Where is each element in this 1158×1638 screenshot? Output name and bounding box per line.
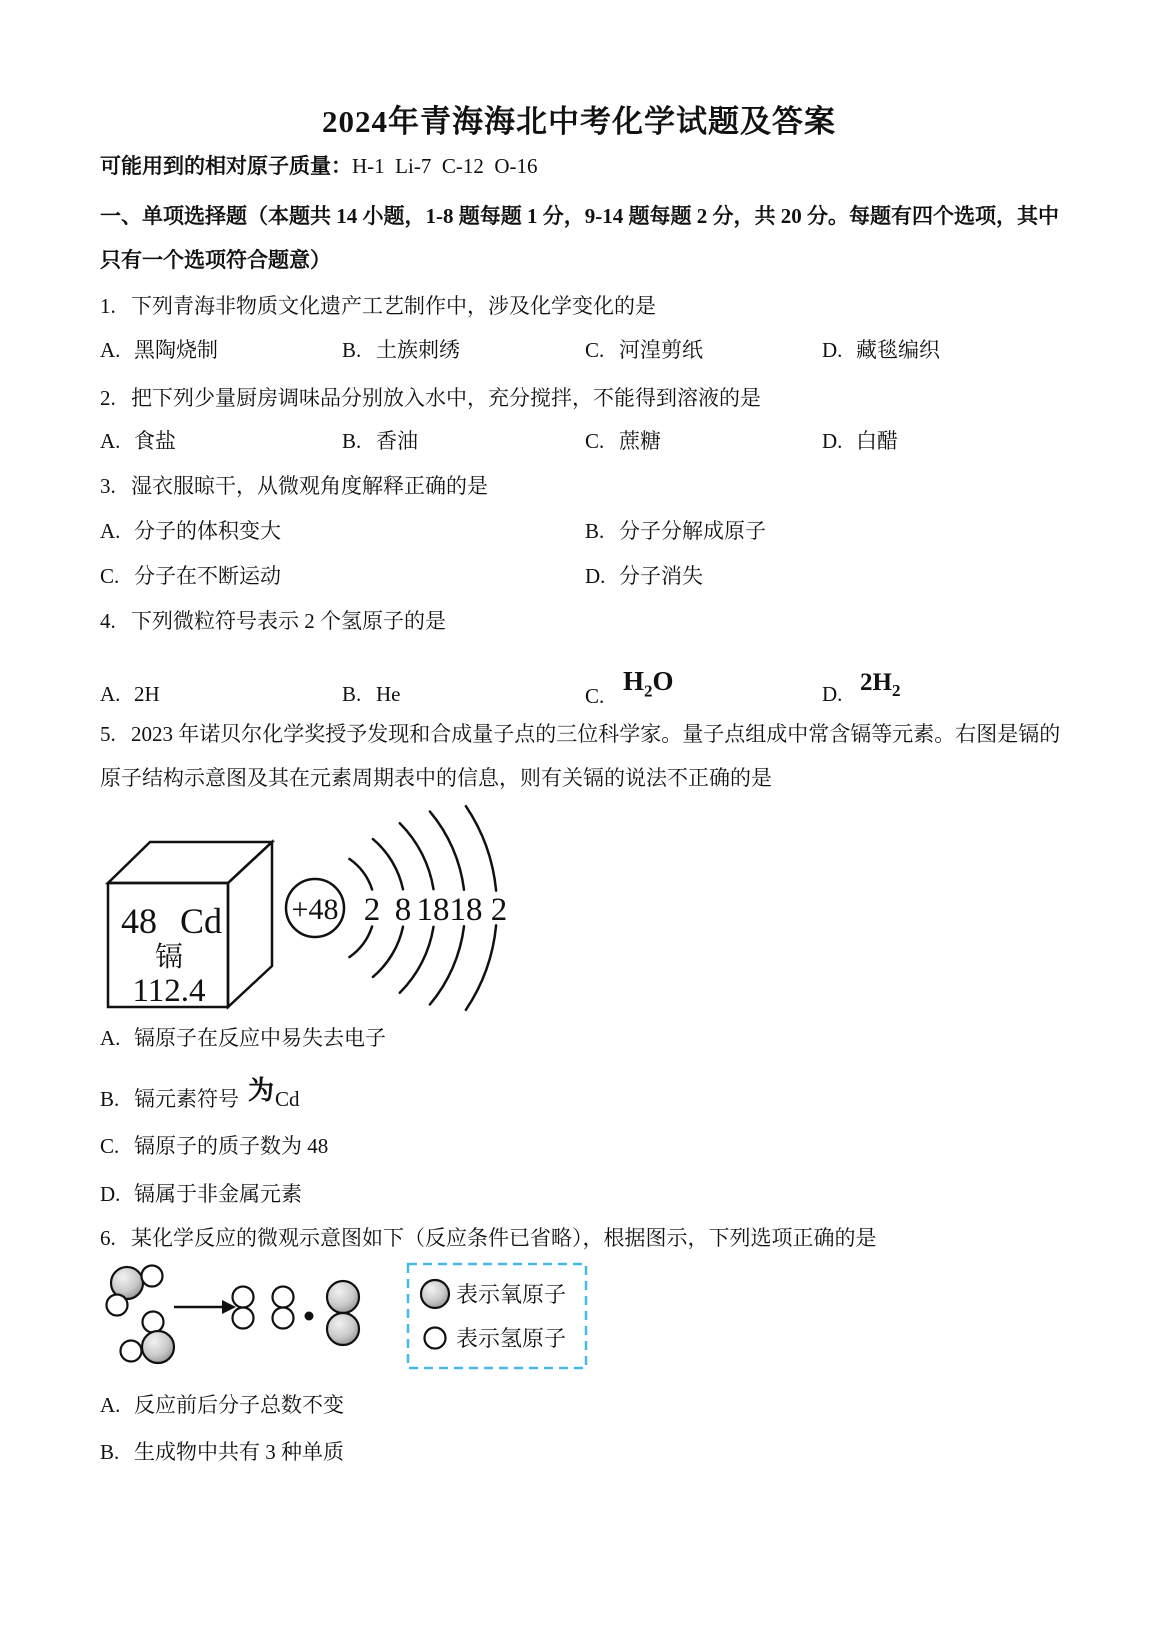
question-number: 4. bbox=[100, 609, 116, 633]
reaction-micro-diagram bbox=[90, 1256, 600, 1380]
option-label: C. bbox=[100, 1134, 120, 1158]
question-5-line1 bbox=[100, 720, 1060, 748]
question-2-options bbox=[100, 427, 1100, 455]
option-label: D. bbox=[822, 338, 843, 362]
hydrogen-atom-circle bbox=[273, 1308, 294, 1329]
option-label: B. bbox=[100, 1440, 120, 1464]
option-label: D. bbox=[100, 1182, 121, 1206]
question-4 bbox=[100, 607, 446, 635]
option-text: 镉原子的质子数为 48 bbox=[134, 1134, 329, 1158]
question-number: 1. bbox=[100, 294, 116, 318]
question-1-options bbox=[100, 336, 1100, 364]
shell-electron-count-3: 18 bbox=[416, 892, 450, 928]
option-label: B. bbox=[100, 1087, 120, 1111]
page-title: 2024年青海海北中考化学试题及答案 bbox=[322, 104, 836, 139]
option-text: 河湟剪纸 bbox=[619, 338, 703, 362]
option-text: 分子的体积变大 bbox=[134, 519, 281, 543]
formula-h2o bbox=[623, 666, 674, 701]
formula-base: 2H bbox=[860, 669, 892, 696]
shell-electron-count-4: 18 bbox=[449, 892, 483, 928]
option-a bbox=[100, 336, 218, 364]
legend-hydrogen-circle bbox=[425, 1328, 446, 1349]
option-label: A. bbox=[100, 519, 121, 543]
formula-subscript: 2 bbox=[891, 681, 901, 700]
option-label: C. bbox=[100, 564, 120, 588]
option-a bbox=[100, 517, 281, 545]
option-b bbox=[100, 1076, 300, 1113]
option-text: 镉原子在反应中易失去电子 bbox=[134, 1026, 386, 1050]
option-text: He bbox=[376, 682, 401, 706]
question-number: 5. bbox=[100, 722, 116, 746]
hydrogen-atom-circle bbox=[121, 1341, 142, 1362]
question-text: 2023 年诺贝尔化学奖授予发现和合成量子点的三位科学家。量子点组成中常含镉等元素。右图是镉的 bbox=[131, 722, 1061, 746]
dot-separator bbox=[305, 1312, 314, 1321]
formula-2h2 bbox=[860, 669, 901, 700]
option-text: 2H bbox=[134, 682, 160, 706]
option-text: 分子在不断运动 bbox=[134, 564, 281, 588]
hydrogen-atom-circle bbox=[142, 1266, 163, 1287]
option-d bbox=[822, 427, 898, 455]
option-label: A. bbox=[100, 1026, 121, 1050]
option-label: B. bbox=[342, 338, 362, 362]
element-name: 镉 bbox=[154, 942, 184, 973]
option-text: 藏毯编织 bbox=[856, 338, 940, 362]
option-label: C. bbox=[585, 429, 605, 453]
option-label: D. bbox=[822, 682, 843, 706]
question-4-options bbox=[100, 666, 1100, 708]
option-b bbox=[342, 336, 460, 364]
option-text: 反应前后分子总数不变 bbox=[134, 1393, 344, 1417]
question-text: 湿衣服晾干，从微观角度解释正确的是 bbox=[131, 474, 488, 498]
option-text: 镉元素符号 bbox=[134, 1087, 239, 1111]
question-number: 3. bbox=[100, 474, 116, 498]
option-b bbox=[100, 1438, 344, 1466]
atomic-masses-line bbox=[100, 152, 537, 180]
option-text: 分子分解成原子 bbox=[619, 519, 766, 543]
section-heading-line2: 只有一个选项符合题意） bbox=[100, 248, 331, 272]
option-a bbox=[100, 1391, 344, 1419]
option-c bbox=[585, 336, 703, 364]
option-d bbox=[100, 1180, 302, 1208]
legend-oxygen-sphere bbox=[421, 1280, 449, 1308]
element-box-right-face bbox=[228, 842, 272, 1007]
element-mass: 112.4 bbox=[132, 973, 206, 1009]
option-label: B. bbox=[585, 519, 605, 543]
option-text: 白醋 bbox=[856, 429, 898, 453]
option-a bbox=[100, 680, 160, 708]
option-text: 生成物中共有 3 种单质 bbox=[134, 1440, 344, 1464]
option-text-symbol: Cd bbox=[275, 1087, 300, 1111]
question-5-line2: 原子结构示意图及其在元素周期表中的信息，则有关镉的说法不正确的是 bbox=[100, 766, 772, 790]
question-5-option-d bbox=[100, 1180, 1100, 1208]
option-c bbox=[100, 1132, 328, 1160]
question-number: 2. bbox=[100, 386, 116, 410]
oxygen-atom-sphere bbox=[327, 1281, 359, 1313]
option-label: C. bbox=[585, 338, 605, 362]
option-label: B. bbox=[342, 682, 362, 706]
question-text: 把下列少量厨房调味品分别放入水中，充分搅拌，不能得到溶液的是 bbox=[131, 386, 761, 410]
question-text: 下列微粒符号表示 2 个氢原子的是 bbox=[131, 609, 446, 633]
option-d bbox=[585, 562, 703, 590]
option-a bbox=[100, 1024, 386, 1052]
option-b bbox=[342, 427, 418, 455]
question-number: 6. bbox=[100, 1226, 116, 1250]
hydrogen-atom-circle bbox=[143, 1312, 164, 1333]
option-c bbox=[585, 427, 661, 455]
formula-subscript: 2 bbox=[644, 681, 653, 701]
oxygen-atom-sphere bbox=[327, 1313, 359, 1345]
option-d bbox=[822, 336, 940, 364]
formula-base: H bbox=[623, 666, 645, 696]
oxygen-atom-sphere bbox=[142, 1331, 174, 1363]
question-text: 某化学反应的微观示意图如下（反应条件已省略），根据图示，下列选项正确的是 bbox=[131, 1226, 877, 1250]
question-5-option-b bbox=[100, 1076, 1100, 1112]
option-text: 香油 bbox=[376, 429, 418, 453]
hydrogen-atom-circle bbox=[233, 1287, 254, 1308]
element-symbol: Cd bbox=[179, 901, 223, 941]
option-d bbox=[822, 669, 901, 708]
hydrogen-atom-circle bbox=[233, 1308, 254, 1329]
question-6-option-a bbox=[100, 1391, 1100, 1419]
question-5-option-a bbox=[100, 1024, 1100, 1052]
question-2 bbox=[100, 384, 761, 412]
nucleus-charge: +48 bbox=[291, 893, 339, 926]
option-text: 黑陶烧制 bbox=[134, 338, 218, 362]
formula-base: O bbox=[652, 666, 674, 696]
atomic-masses-label: 可能用到的相对原子质量： bbox=[100, 154, 352, 178]
option-a bbox=[100, 427, 176, 455]
shell-electron-count-5: 2 bbox=[490, 892, 508, 928]
option-label: A. bbox=[100, 429, 121, 453]
question-5-option-c bbox=[100, 1132, 1100, 1160]
question-3-options-row2 bbox=[100, 562, 1100, 590]
option-text: 蔗糖 bbox=[619, 429, 661, 453]
option-label: D. bbox=[822, 429, 843, 453]
question-1 bbox=[100, 292, 656, 320]
option-label: A. bbox=[100, 682, 121, 706]
element-box-top-face bbox=[108, 842, 272, 883]
option-text: 土族刺绣 bbox=[376, 338, 460, 362]
option-b bbox=[342, 680, 401, 708]
option-text: 食盐 bbox=[134, 429, 176, 453]
option-c bbox=[100, 562, 281, 590]
legend-hydrogen-label: 表示氢原子 bbox=[456, 1326, 567, 1351]
option-text: 镉属于非金属元素 bbox=[134, 1182, 302, 1206]
option-text-emphasized: 为 bbox=[248, 1076, 275, 1105]
section-heading-line1: 一、单项选择题（本题共 14 小题，1-8 题每题 1 分，9-14 题每题 2 分，共 20 分。每题有四个选项，其中 bbox=[100, 204, 1059, 228]
atomic-masses-values: H-1 Li-7 C-12 O-16 bbox=[352, 154, 538, 178]
option-label: C. bbox=[585, 684, 605, 708]
option-b bbox=[585, 517, 766, 545]
shell-electron-count-2: 8 bbox=[394, 892, 412, 928]
option-label: D. bbox=[585, 564, 606, 588]
question-3 bbox=[100, 472, 488, 500]
question-6-option-b bbox=[100, 1438, 1100, 1466]
question-text: 下列青海非物质文化遗产工艺制作中，涉及化学变化的是 bbox=[131, 294, 656, 318]
legend-oxygen-label: 表示氧原子 bbox=[456, 1282, 567, 1307]
cadmium-atom-diagram bbox=[90, 778, 590, 1046]
hydrogen-atom-circle bbox=[273, 1287, 294, 1308]
option-label: A. bbox=[100, 338, 121, 362]
question-6 bbox=[100, 1224, 877, 1252]
option-text: 分子消失 bbox=[619, 564, 703, 588]
shell-electron-count-1: 2 bbox=[363, 892, 381, 928]
option-label: A. bbox=[100, 1393, 121, 1417]
element-atomic-number: 48 bbox=[121, 901, 157, 941]
option-c bbox=[585, 666, 674, 710]
hydrogen-atom-circle bbox=[107, 1295, 128, 1316]
option-label: B. bbox=[342, 429, 362, 453]
question-3-options-row1 bbox=[100, 517, 1100, 545]
